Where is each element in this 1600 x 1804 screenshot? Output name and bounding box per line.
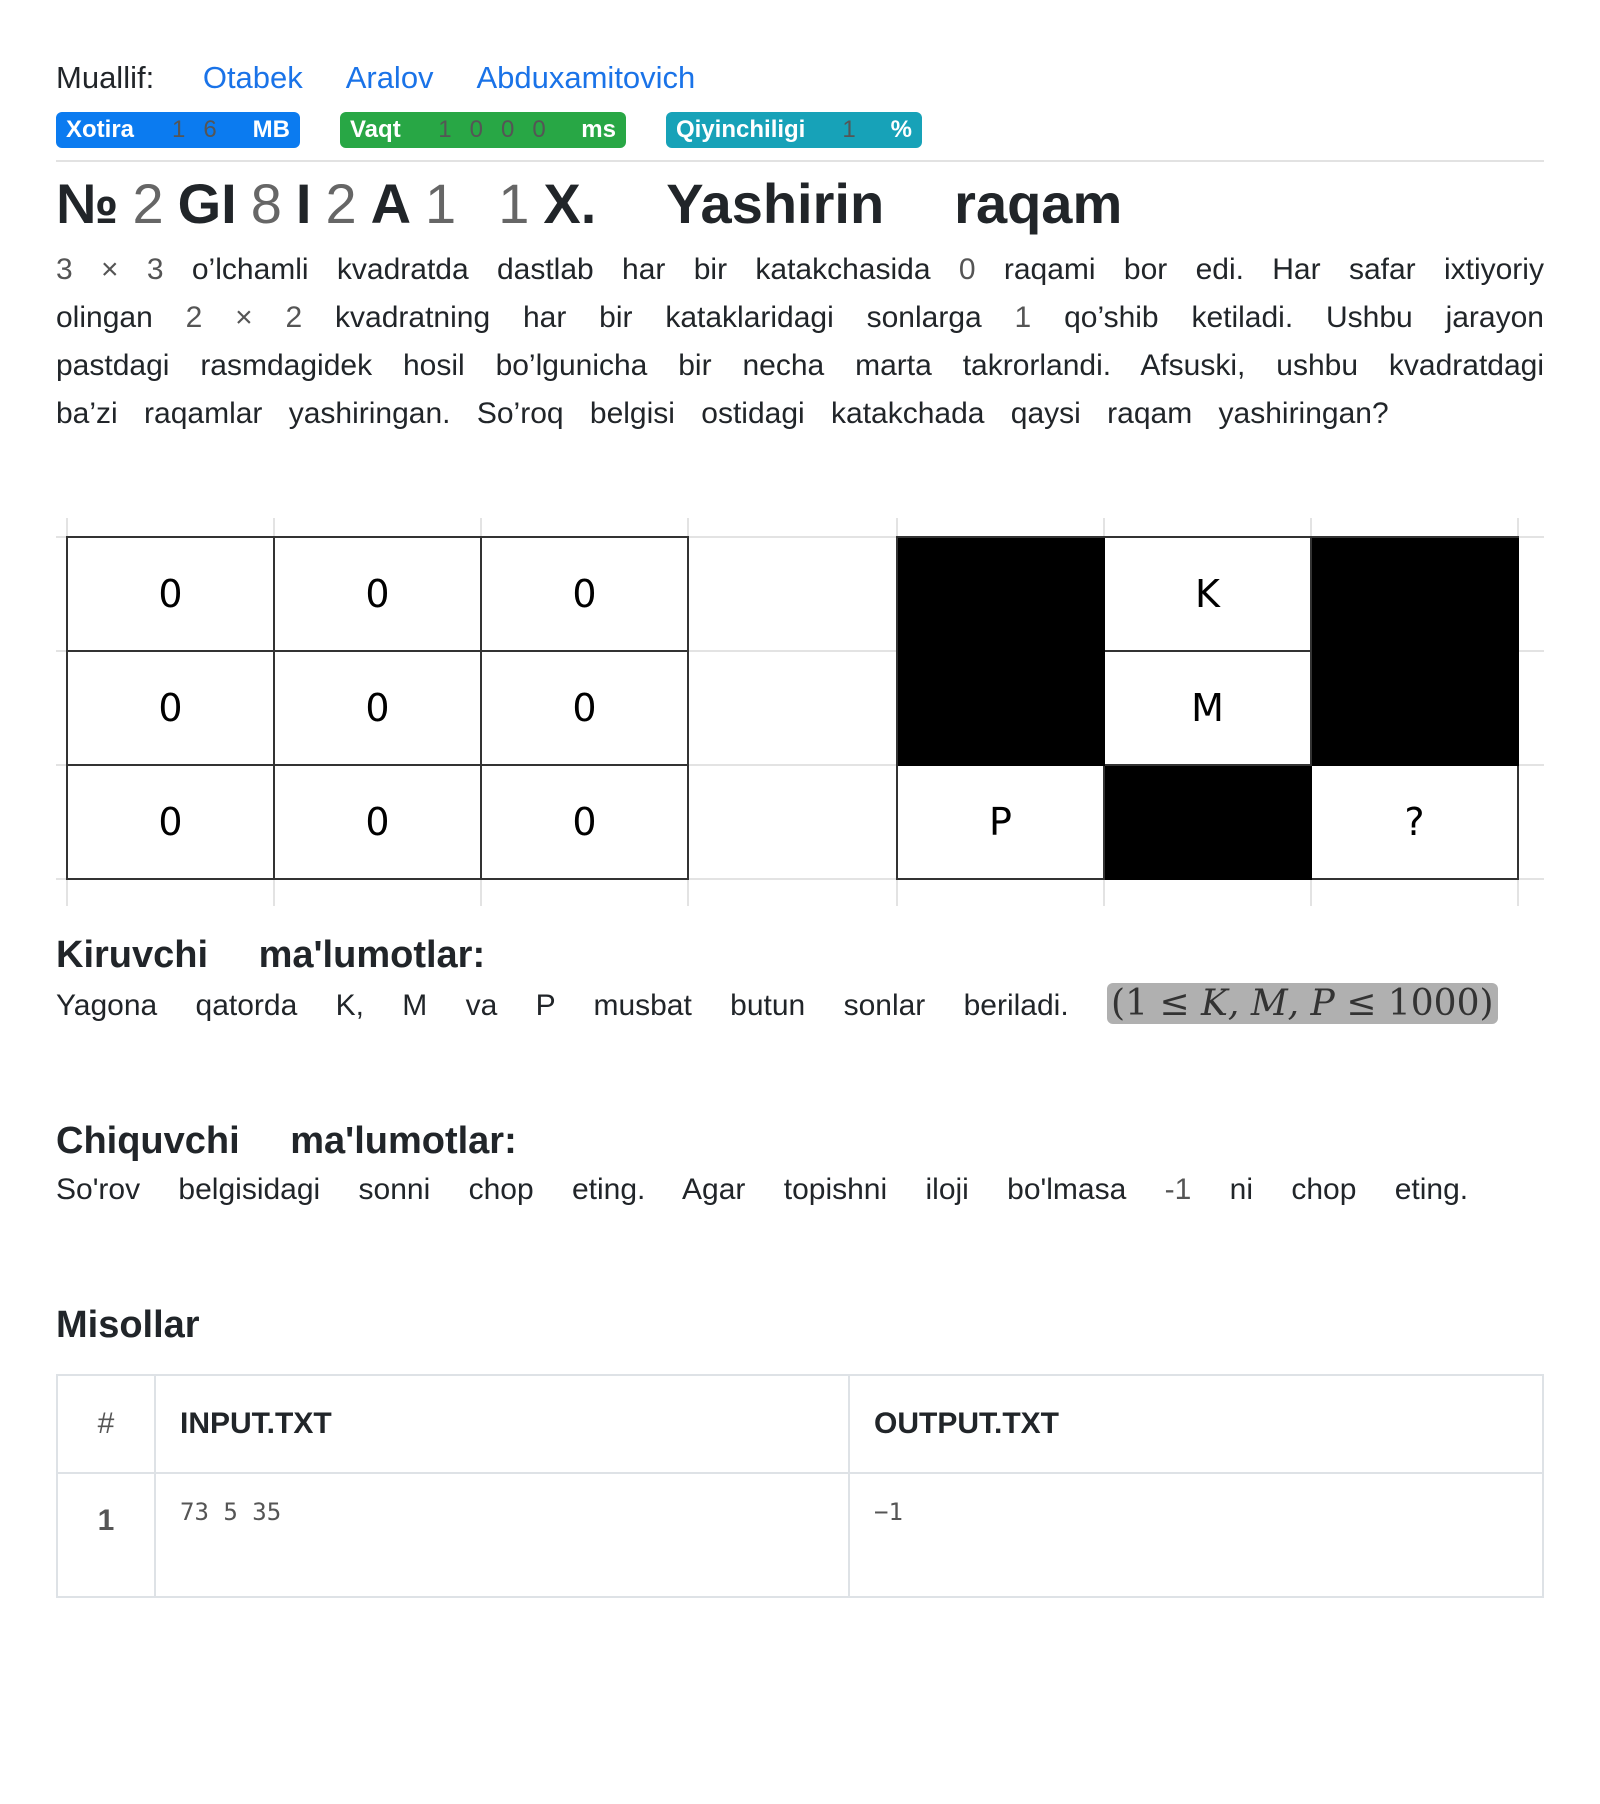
output-description <box>56 1166 1544 1214</box>
constraint-vars: K, M, P <box>1201 983 1335 1024</box>
badge-label: Vaqt <box>350 116 401 143</box>
input-text: Yagona qatorda K, M va P musbat butun sonlar beriladi. <box>56 989 1069 1022</box>
math-zero: 0 <box>958 253 976 286</box>
problem-description <box>56 246 1544 438</box>
grid-cell: 0 <box>68 652 275 766</box>
badge-unit: MB <box>252 116 290 143</box>
desc-text: kvadratning har bir kataklaridagi sonlarga <box>335 301 982 334</box>
grid-cell: 0 <box>275 652 482 766</box>
input-constraint <box>1107 983 1498 1024</box>
grid-cell: 0 <box>482 766 689 880</box>
badge-value: 1 <box>842 116 874 143</box>
desc-text: qo’shib ketiladi. Ushbu jarayon pastdagi rasmdagidek hosil bo’lgunicha bir necha marta takrorlandi. Afsuski, ushbu kvadratdagi ba’zi raqamlar yashiringan. So’roq belgisi ostidagi katakchada qaysi raqam yashiringan? <box>56 301 1544 430</box>
limits-badges <box>56 112 922 148</box>
cell-question: ? <box>1312 766 1519 880</box>
code-part: X. <box>543 172 597 235</box>
badge-unit: ms <box>581 116 616 143</box>
difficulty-badge <box>666 112 922 148</box>
title-word: raqam <box>954 172 1123 235</box>
number-sign: № <box>56 172 119 235</box>
code-part: 2 <box>325 172 357 235</box>
hidden-cell <box>898 652 1105 766</box>
hidden-cell <box>1105 766 1312 880</box>
hidden-cell <box>1312 538 1519 652</box>
badge-label: Qiyinchiligi <box>676 116 806 143</box>
author-label: Muallif: <box>56 60 155 95</box>
code-part: I <box>295 172 312 235</box>
output-neg-value: -1 <box>1164 1173 1192 1206</box>
time-limit-badge <box>340 112 626 148</box>
author-patronymic-link[interactable]: Abduxamitovich <box>476 60 696 95</box>
author-last-name-link[interactable]: Aralov <box>345 60 434 95</box>
column-header-output: OUTPUT.TXT <box>849 1375 1543 1473</box>
code-part: 1 <box>425 172 457 235</box>
math-sub-size: 2 × 2 <box>185 301 303 334</box>
example-input[interactable]: 73 5 35 <box>155 1473 849 1597</box>
cell-k: K <box>1105 538 1312 652</box>
input-description <box>56 980 1544 1030</box>
code-part: 2 <box>132 172 164 235</box>
badge-value: 16 <box>171 116 235 143</box>
column-header-input: INPUT.TXT <box>155 1375 849 1473</box>
hidden-grid <box>896 536 1519 880</box>
code-part: A <box>370 172 412 235</box>
output-heading: Chiquvchi ma'lumotlar: <box>56 1120 517 1162</box>
constraint-open: (1 ≤ <box>1111 983 1202 1024</box>
desc-text: raqami bor edi. Har safar ixtiyoriy olingan <box>56 253 1544 334</box>
cell-m: M <box>1105 652 1312 766</box>
problem-figure <box>56 518 1544 906</box>
table-header-row <box>57 1375 1543 1473</box>
hidden-cell <box>898 538 1105 652</box>
author-first-name-link[interactable]: Otabek <box>202 60 303 95</box>
hidden-cell <box>1312 652 1519 766</box>
math-one: 1 <box>1014 301 1032 334</box>
math-grid-size: 3 × 3 <box>56 253 164 286</box>
initial-grid <box>66 536 689 880</box>
title-word: Yashirin <box>666 172 885 235</box>
examples-table <box>56 1374 1544 1598</box>
code-part: 8 <box>250 172 282 235</box>
page-title <box>56 172 1122 236</box>
input-heading: Kiruvchi ma'lumotlar: <box>56 934 486 976</box>
author-line <box>56 58 731 98</box>
desc-text: o’lchamli kvadratda dastlab har bir katakchasida <box>191 253 931 286</box>
grid-cell: 0 <box>482 538 689 652</box>
badge-label: Xotira <box>66 116 135 143</box>
constraint-end: 1000) <box>1387 983 1494 1024</box>
output-text: So'rov belgisidagi sonni chop eting. Agar topishni iloji bo'lmasa <box>56 1173 1127 1206</box>
example-output[interactable]: −1 <box>849 1473 1543 1597</box>
code-part: GI <box>177 172 237 235</box>
memory-limit-badge <box>56 112 300 148</box>
grid-cell: 0 <box>68 766 275 880</box>
badge-value: 1000 <box>438 116 564 143</box>
column-header-index: # <box>57 1375 155 1473</box>
grid-cell: 0 <box>275 766 482 880</box>
cell-p: P <box>898 766 1105 880</box>
header-divider <box>56 160 1544 162</box>
row-index: 1 <box>57 1473 155 1597</box>
grid-cell: 0 <box>275 538 482 652</box>
grid-cell: 0 <box>482 652 689 766</box>
table-row <box>57 1473 1543 1597</box>
grid-cell: 0 <box>68 538 275 652</box>
output-text: ni chop eting. <box>1229 1173 1469 1206</box>
code-part: 1 <box>498 172 530 235</box>
examples-heading: Misollar <box>56 1304 200 1346</box>
badge-unit: % <box>890 116 912 143</box>
constraint-mid: ≤ <box>1334 983 1377 1024</box>
